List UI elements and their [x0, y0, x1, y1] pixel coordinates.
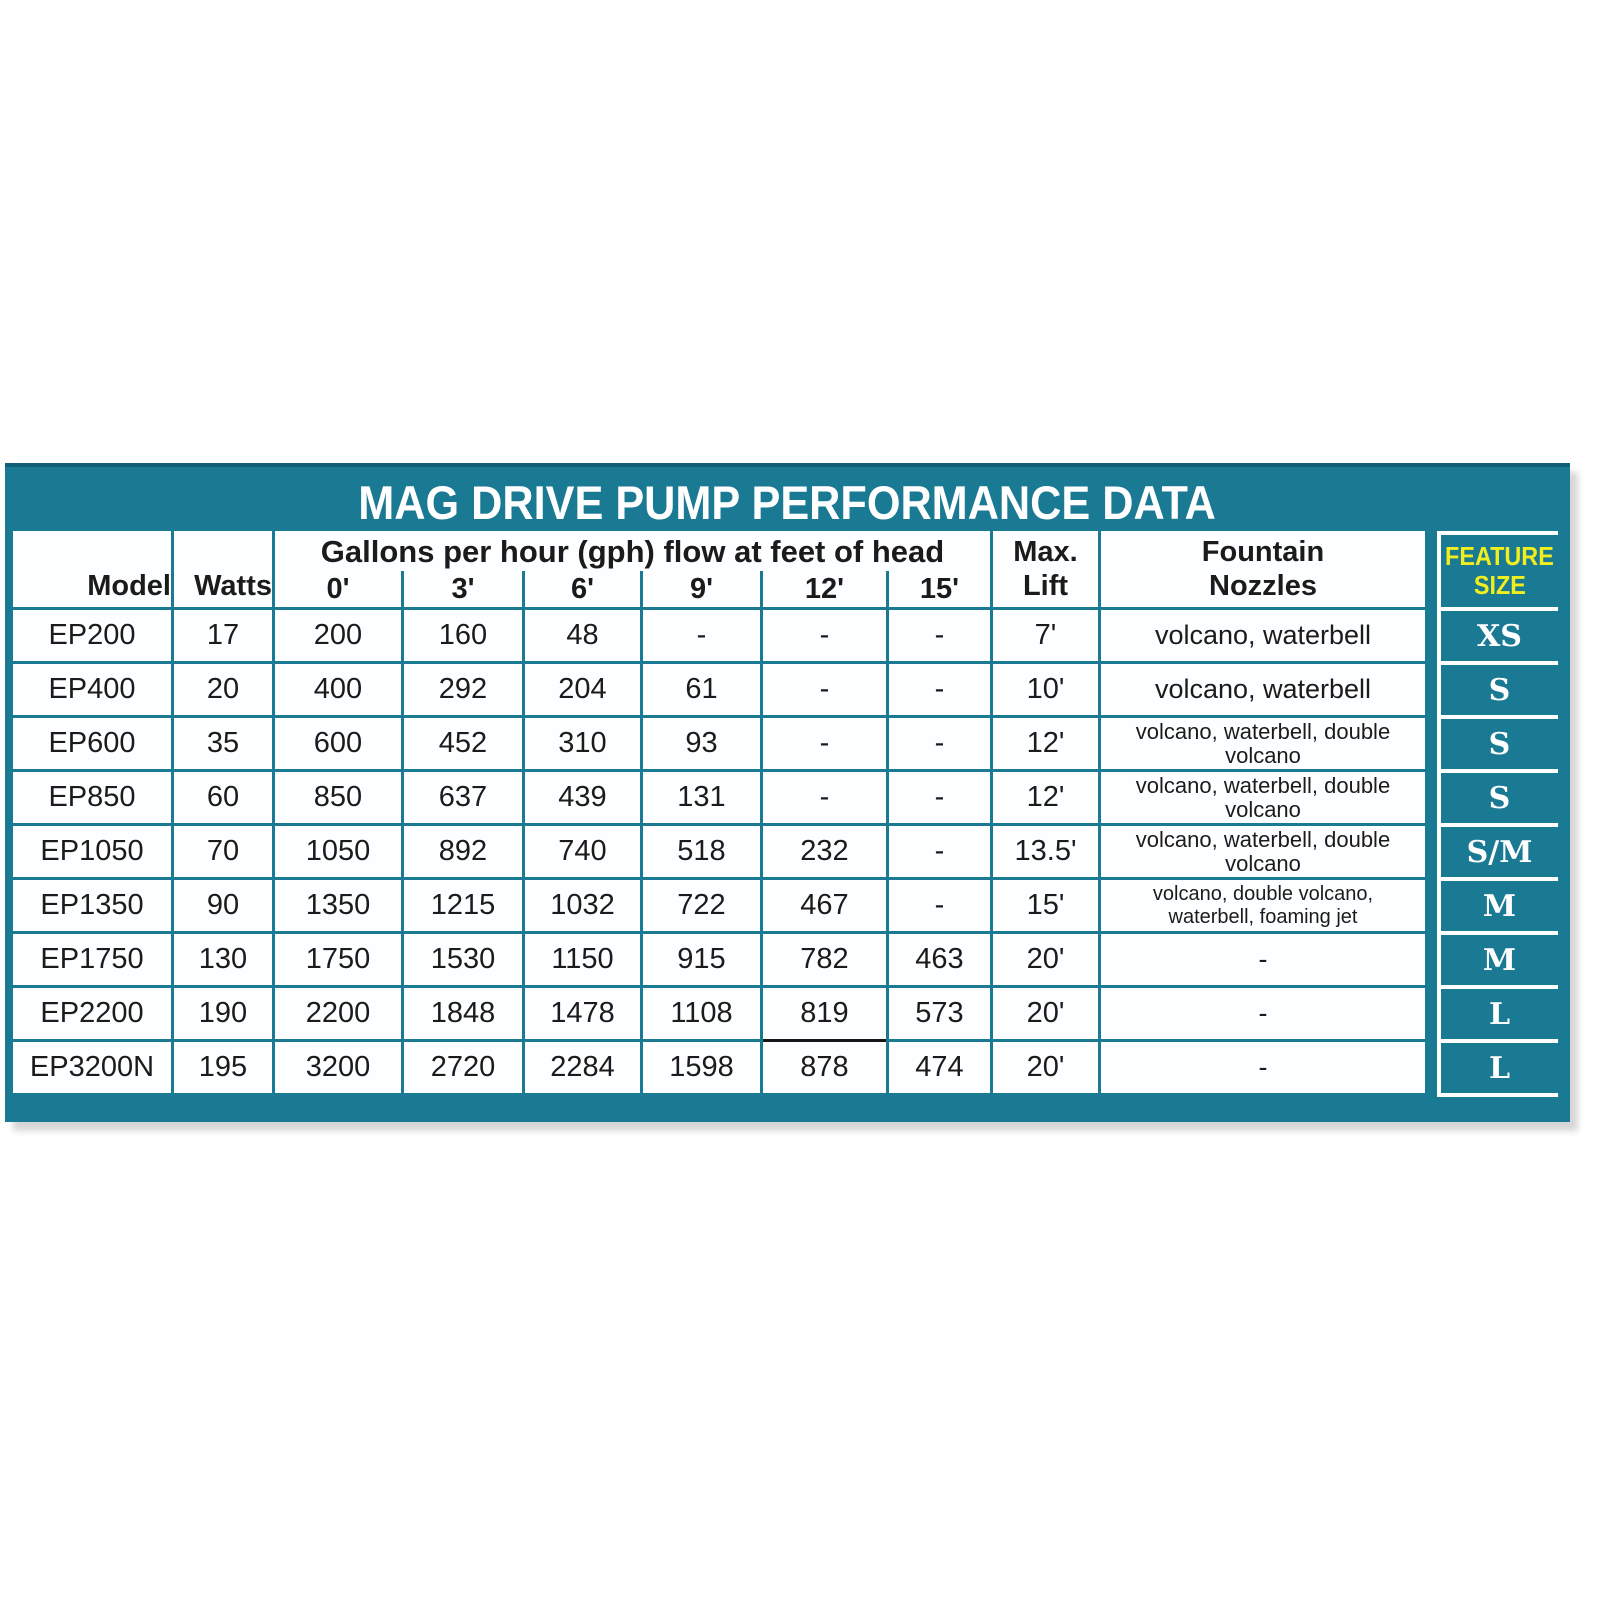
cell-nozzles: volcano, waterbell [1101, 664, 1425, 715]
cell-watts: 60 [174, 772, 272, 823]
cell-model: EP2200 [13, 988, 171, 1039]
cell-max-lift: 12' [993, 718, 1098, 769]
cell-flow-15: - [889, 772, 990, 823]
cell-flow-12: 782 [763, 934, 886, 985]
feature-size-line2: SIZE [1473, 570, 1526, 600]
feature-size-value: M [1441, 931, 1558, 985]
table-title-band [13, 473, 1562, 531]
col-header-3ft: 3' [404, 571, 522, 607]
feature-size-column [1437, 531, 1558, 1097]
cell-flow-3: 292 [404, 664, 522, 715]
cell-flow-15: 474 [889, 1042, 990, 1093]
col-header-9ft: 9' [643, 571, 760, 607]
cell-flow-6: 310 [525, 718, 640, 769]
feature-size-value: M [1441, 877, 1558, 931]
feature-size-value: L [1441, 985, 1558, 1039]
col-header-fountain-nozzles [1101, 531, 1425, 607]
cell-nozzles: - [1101, 988, 1425, 1039]
cell-nozzles: volcano, waterbell, double volcano [1101, 772, 1425, 823]
cell-watts: 130 [174, 934, 272, 985]
cell-flow-12: 232 [763, 826, 886, 877]
cell-flow-12: - [763, 772, 886, 823]
cell-nozzles: volcano, waterbell, double volcano [1101, 718, 1425, 769]
cell-watts: 90 [174, 880, 272, 931]
table-title: MAG DRIVE PUMP PERFORMANCE DATA [358, 475, 1217, 529]
cell-watts: 35 [174, 718, 272, 769]
feature-size-line1: FEATURE [1445, 541, 1554, 572]
cell-model: EP1750 [13, 934, 171, 985]
feature-size-value: XS [1441, 607, 1558, 661]
feature-size-value: S [1441, 661, 1558, 715]
col-header-model: Model [13, 531, 171, 607]
cell-flow-15: - [889, 826, 990, 877]
feature-size-value: S [1441, 715, 1558, 769]
cell-model: EP400 [13, 664, 171, 715]
cell-flow-15: 573 [889, 988, 990, 1039]
cell-flow-6: 48 [525, 610, 640, 661]
nozzles-text-line1: volcano, double volcano, [1152, 883, 1374, 906]
cell-flow-3: 160 [404, 610, 522, 661]
cell-flow-0: 600 [275, 718, 401, 769]
cell-watts: 20 [174, 664, 272, 715]
cell-flow-9: 131 [643, 772, 760, 823]
nozzles-line1: Fountain [1201, 536, 1325, 569]
cell-flow-3: 2720 [404, 1042, 522, 1093]
nozzles-line2: Nozzles [1209, 569, 1317, 602]
cell-flow-6: 1478 [525, 988, 640, 1039]
cell-max-lift: 20' [993, 934, 1098, 985]
cell-flow-3: 1215 [404, 880, 522, 931]
cell-flow-6: 1150 [525, 934, 640, 985]
cell-flow-3: 1848 [404, 988, 522, 1039]
cell-nozzles: volcano, waterbell, double volcano [1101, 826, 1425, 877]
cell-watts: 17 [174, 610, 272, 661]
cell-max-lift: 7' [993, 610, 1098, 661]
col-header-watts: Watts [174, 531, 272, 607]
col-header-12ft: 12' [763, 571, 886, 607]
cell-flow-12: 467 [763, 880, 886, 931]
cell-flow-12: - [763, 664, 886, 715]
table-body [13, 610, 1425, 1093]
cell-nozzles: - [1101, 1042, 1425, 1093]
cell-flow-12: - [763, 610, 886, 661]
col-header-6ft: 6' [525, 571, 640, 607]
cell-flow-6: 204 [525, 664, 640, 715]
cell-nozzles [1101, 880, 1425, 931]
cell-flow-12: 819 [763, 988, 886, 1039]
cell-flow-12: - [763, 718, 886, 769]
cell-flow-15: 463 [889, 934, 990, 985]
cell-flow-6: 740 [525, 826, 640, 877]
feature-size-value: L [1441, 1039, 1558, 1093]
col-header-flow-span: Gallons per hour (gph) flow at feet of head [275, 531, 990, 571]
performance-data-table [5, 463, 1570, 1122]
cell-flow-0: 850 [275, 772, 401, 823]
col-header-feature-size [1441, 535, 1558, 607]
cell-max-lift: 15' [993, 880, 1098, 931]
cell-max-lift: 20' [993, 1042, 1098, 1093]
nozzles-text-line2: waterbell, foaming jet [1168, 905, 1358, 928]
cell-model: EP200 [13, 610, 171, 661]
cell-flow-9: 1598 [643, 1042, 760, 1093]
max-lift-line1: Max. [1013, 536, 1078, 569]
main-grid [13, 531, 1425, 1093]
cell-flow-0: 400 [275, 664, 401, 715]
cell-flow-15: - [889, 664, 990, 715]
cell-flow-9: - [643, 610, 760, 661]
cell-watts: 190 [174, 988, 272, 1039]
cell-model: EP3200N [13, 1042, 171, 1093]
cell-flow-9: 1108 [643, 988, 760, 1039]
cell-flow-3: 1530 [404, 934, 522, 985]
cell-max-lift: 20' [993, 988, 1098, 1039]
cell-model: EP600 [13, 718, 171, 769]
cell-flow-0: 200 [275, 610, 401, 661]
cell-nozzles: - [1101, 934, 1425, 985]
cell-flow-9: 93 [643, 718, 760, 769]
cell-watts: 195 [174, 1042, 272, 1093]
cell-flow-3: 892 [404, 826, 522, 877]
cell-flow-0: 3200 [275, 1042, 401, 1093]
col-header-max-lift [993, 531, 1098, 607]
cell-max-lift: 13.5' [993, 826, 1098, 877]
cell-flow-9: 518 [643, 826, 760, 877]
cell-flow-6: 1032 [525, 880, 640, 931]
cell-flow-0: 1350 [275, 880, 401, 931]
cell-model: EP1350 [13, 880, 171, 931]
cell-flow-0: 1050 [275, 826, 401, 877]
cell-max-lift: 12' [993, 772, 1098, 823]
feature-size-value: S/M [1441, 823, 1558, 877]
cell-model: EP1050 [13, 826, 171, 877]
cell-flow-9: 61 [643, 664, 760, 715]
cell-nozzles: volcano, waterbell [1101, 610, 1425, 661]
cell-flow-9: 722 [643, 880, 760, 931]
cell-flow-9: 915 [643, 934, 760, 985]
col-header-15ft: 15' [889, 571, 990, 607]
col-header-0ft: 0' [275, 571, 401, 607]
cell-watts: 70 [174, 826, 272, 877]
cell-flow-15: - [889, 610, 990, 661]
feature-size-value: S [1441, 769, 1558, 823]
cell-flow-6: 439 [525, 772, 640, 823]
cell-flow-3: 452 [404, 718, 522, 769]
max-lift-line2: Lift [1022, 569, 1069, 602]
cell-flow-15: - [889, 880, 990, 931]
cell-flow-3: 637 [404, 772, 522, 823]
cell-flow-6: 2284 [525, 1042, 640, 1093]
cell-flow-15: - [889, 718, 990, 769]
cell-max-lift: 10' [993, 664, 1098, 715]
cell-flow-0: 2200 [275, 988, 401, 1039]
cell-model: EP850 [13, 772, 171, 823]
cell-flow-0: 1750 [275, 934, 401, 985]
table-content [13, 531, 1562, 1097]
table-header [13, 531, 1425, 607]
cell-flow-12: 878 [763, 1042, 886, 1093]
